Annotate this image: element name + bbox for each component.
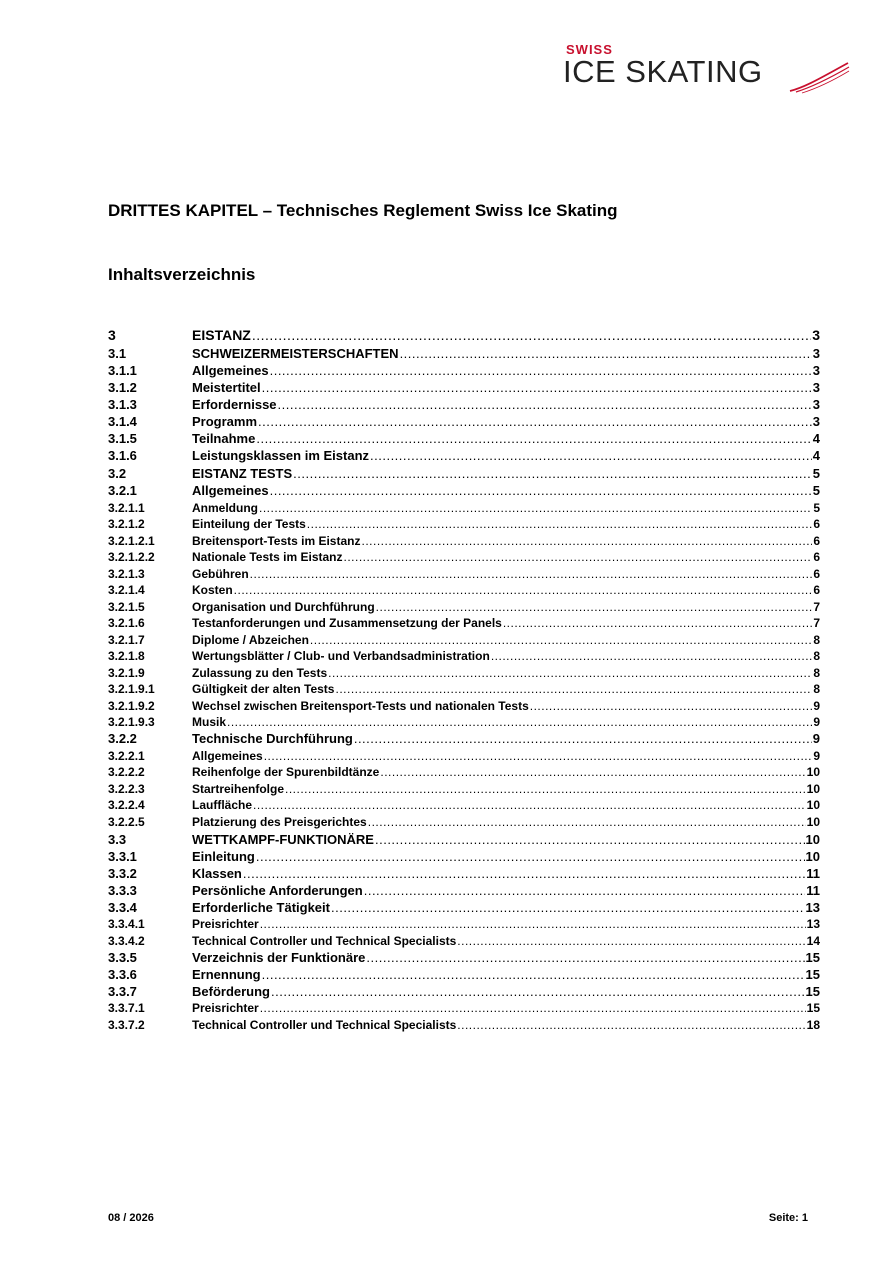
toc-entry-page: 10 <box>806 765 820 779</box>
toc-entry-number: 3.3.7 <box>108 983 137 999</box>
toc-entry-title: EISTANZ TESTS <box>192 466 293 481</box>
toc-entry-page: 18 <box>806 1017 820 1032</box>
toc-entry-page: 3 <box>812 380 820 395</box>
swiss-ice-skating-logo <box>560 40 860 110</box>
toc-dot-leader <box>380 765 805 779</box>
toc-entry-page: 15 <box>806 1001 820 1015</box>
toc-entry-title: Lauffläche <box>192 798 253 812</box>
toc-entry-title: Preisrichter <box>192 1001 259 1015</box>
toc-entry[interactable] <box>108 412 820 429</box>
toc-dot-leader <box>307 517 813 531</box>
toc-dot-leader <box>256 431 811 446</box>
toc-entry-page: 6 <box>813 517 820 531</box>
toc-entry[interactable] <box>108 663 820 680</box>
toc-entry-page: 3 <box>812 414 820 429</box>
toc-entry-number: 3.2.1.9.1 <box>108 682 155 696</box>
toc-entry-number: 3.3.2 <box>108 865 137 881</box>
toc-entry-title: Meistertitel <box>192 380 261 395</box>
toc-entry-page: 9 <box>813 698 820 713</box>
toc-dot-leader <box>227 715 812 729</box>
toc-dot-leader <box>491 649 813 663</box>
toc-entry[interactable] <box>108 763 820 780</box>
toc-entry-number: 3.2.2 <box>108 731 137 746</box>
toc-entry[interactable] <box>108 829 820 847</box>
toc-entry-title: Startreihenfolge <box>192 781 285 796</box>
toc-entry-page: 7 <box>813 599 820 614</box>
toc-dot-leader <box>457 934 805 948</box>
toc-entry[interactable] <box>108 548 820 565</box>
toc-entry-number: 3.1.5 <box>108 431 137 446</box>
toc-entry[interactable] <box>108 881 820 898</box>
toc-entry-number: 3.2.2.3 <box>108 781 145 796</box>
toc-entry-number: 3.2.2.1 <box>108 748 145 763</box>
toc-entry-page: 13 <box>805 899 820 915</box>
toc-entry-title: Allgemeines <box>192 363 269 378</box>
toc-dot-leader <box>252 327 811 343</box>
toc-entry-title: WETTKAMPF-FUNKTIONÄRE <box>192 831 374 847</box>
toc-entry[interactable] <box>108 847 820 864</box>
toc-entry-page: 10 <box>805 848 820 864</box>
toc-dot-leader <box>364 883 806 898</box>
toc-entry[interactable] <box>108 898 820 915</box>
toc-entry-page: 3 <box>812 346 820 361</box>
toc-entry-page: 6 <box>813 566 820 581</box>
toc-entry[interactable] <box>108 647 820 664</box>
toc-entry-page: 7 <box>813 616 820 630</box>
toc-entry-page: 5 <box>812 466 820 481</box>
toc-dot-leader <box>310 633 812 647</box>
toc-entry-page: 8 <box>813 632 820 647</box>
toc-heading: Inhaltsverzeichnis <box>108 265 256 284</box>
toc-entry[interactable] <box>108 581 820 598</box>
toc-entry[interactable] <box>108 361 820 378</box>
toc-entry-page: 6 <box>813 533 820 548</box>
toc-entry-title: Verzeichnis der Funktionäre <box>192 949 366 965</box>
toc-entry-page: 4 <box>812 431 820 446</box>
toc-entry-number: 3.2.1.6 <box>108 616 145 630</box>
toc-dot-leader <box>366 950 804 965</box>
toc-entry-title: Zulassung zu den Tests <box>192 665 328 680</box>
toc-entry-number: 3.2.2.5 <box>108 814 145 829</box>
toc-entry[interactable] <box>108 729 820 746</box>
toc-entry-title: Einteilung der Tests <box>192 517 306 531</box>
toc-dot-leader <box>250 567 813 581</box>
toc-entry-number: 3.2.1.3 <box>108 566 145 581</box>
toc-entry-title: Testanforderungen und Zusammensetzung der Panels <box>192 616 502 630</box>
toc-entry[interactable] <box>108 696 820 713</box>
toc-entry-title: Allgemeines <box>192 483 269 498</box>
logo-swiss-text: SWISS <box>566 42 613 57</box>
toc-dot-leader <box>503 616 812 630</box>
toc-entry-number: 3.3.5 <box>108 949 137 965</box>
toc-dot-leader <box>368 815 806 829</box>
toc-entry-page: 9 <box>813 715 820 729</box>
toc-entry[interactable] <box>108 378 820 395</box>
toc-entry-number: 3.2.1.9.3 <box>108 715 155 729</box>
toc-entry-title: Diplome / Abzeichen <box>192 632 309 647</box>
logo-ice-skating-text: ICE SKATING <box>563 54 763 89</box>
toc-entry-number: 3.1.2 <box>108 380 137 395</box>
toc-entry-title: Technische Durchführung <box>192 731 353 746</box>
toc-dot-leader <box>457 1018 805 1032</box>
toc-entry-title: Gebühren <box>192 566 249 581</box>
toc-entry-page: 6 <box>813 550 820 564</box>
toc-entry[interactable] <box>108 931 820 948</box>
toc-entry-number: 3.2.1.2 <box>108 517 145 531</box>
toc-entry-title: Nationale Tests im Eistanz <box>192 550 343 564</box>
toc-entry-page: 8 <box>813 682 820 696</box>
toc-entry-number: 3.2.1.4 <box>108 583 145 597</box>
toc-dot-leader <box>370 448 812 463</box>
toc-entry[interactable] <box>108 531 820 548</box>
toc-entry[interactable] <box>108 498 820 515</box>
toc-entry-title: Wertungsblätter / Club- und Verbandsadministration <box>192 649 490 663</box>
toc-dot-leader <box>335 682 812 696</box>
toc-entry-title: Platzierung des Preisgerichtes <box>192 814 367 829</box>
toc-entry-page: 5 <box>813 500 820 515</box>
toc-entry-page: 10 <box>806 814 820 829</box>
toc-dot-leader <box>260 1001 806 1015</box>
toc-entry-title: SCHWEIZERMEISTERSCHAFTEN <box>192 346 399 361</box>
toc-entry[interactable] <box>108 463 820 481</box>
toc-dot-leader <box>354 731 812 746</box>
toc-dot-leader <box>270 363 812 378</box>
toc-entry[interactable] <box>108 713 820 730</box>
toc-entry-number: 3.3.6 <box>108 966 137 982</box>
toc-entry-number: 3.2.1.2.2 <box>108 550 155 564</box>
toc-entry[interactable] <box>108 948 820 965</box>
toc-entry-title: Breitensport-Tests im Eistanz <box>192 533 361 548</box>
toc-dot-leader <box>293 466 812 481</box>
toc-entry-number: 3.1.3 <box>108 397 137 412</box>
toc-entry-page: 8 <box>813 665 820 680</box>
toc-entry-title: Reihenfolge der Spurenbildtänze <box>192 765 380 779</box>
toc-entry-number: 3.1.6 <box>108 448 137 463</box>
toc-entry-title: Teilnahme <box>192 431 256 446</box>
toc-entry-number: 3.3.3 <box>108 882 137 898</box>
toc-entry-number: 3.3.7.1 <box>108 1001 145 1015</box>
toc-entry-title: Klassen <box>192 865 242 881</box>
toc-entry[interactable] <box>108 614 820 631</box>
toc-entry-number: 3.1.4 <box>108 414 137 429</box>
toc-entry-page: 13 <box>806 917 820 931</box>
toc-entry[interactable] <box>108 481 820 498</box>
toc-entry-title: Einleitung <box>192 848 255 864</box>
toc-entry-title: Kosten <box>192 583 233 597</box>
toc-entry-number: 3.2.1.9 <box>108 665 145 680</box>
toc-entry[interactable] <box>108 324 820 343</box>
toc-entry-page: 3 <box>812 327 820 343</box>
skate-swoosh-icon <box>788 60 850 94</box>
toc-entry-title: Persönliche Anforderungen <box>192 882 363 898</box>
toc-entry-title: Preisrichter <box>192 917 259 931</box>
toc-entry-number: 3.2.2.2 <box>108 765 145 779</box>
toc-dot-leader <box>264 749 813 763</box>
toc-entry[interactable] <box>108 680 820 697</box>
toc-dot-leader <box>344 550 813 564</box>
toc-entry-number: 3.2.1.2.1 <box>108 533 155 548</box>
toc-entry-page: 9 <box>812 731 820 746</box>
toc-entry-number: 3.2.1.5 <box>108 599 145 614</box>
toc-entry-page: 15 <box>805 966 820 982</box>
toc-entry-page: 3 <box>812 363 820 378</box>
toc-entry-title: Allgemeines <box>192 748 263 763</box>
toc-entry-page: 6 <box>813 583 820 597</box>
toc-entry[interactable] <box>108 564 820 581</box>
toc-dot-leader <box>278 397 812 412</box>
toc-entry-title: Beförderung <box>192 983 270 999</box>
toc-dot-leader <box>270 483 812 498</box>
toc-dot-leader <box>285 782 806 796</box>
toc-entry-title: EISTANZ <box>192 327 251 343</box>
toc-entry-number: 3.2.1 <box>108 483 137 498</box>
toc-dot-leader <box>262 380 812 395</box>
toc-entry[interactable] <box>108 779 820 796</box>
toc-entry[interactable] <box>108 446 820 463</box>
toc-entry[interactable] <box>108 965 820 982</box>
toc-dot-leader <box>331 900 805 915</box>
toc-entry-title: Organisation und Durchführung <box>192 599 375 614</box>
toc-entry-title: Musik <box>192 715 227 729</box>
toc-dot-leader <box>262 967 805 982</box>
toc-entry-title: Erfordernisse <box>192 397 277 412</box>
toc-dot-leader <box>361 534 812 548</box>
toc-entry-page: 11 <box>806 865 820 881</box>
toc-entry[interactable] <box>108 915 820 932</box>
toc-entry-page: 3 <box>812 397 820 412</box>
toc-entry-number: 3.3 <box>108 831 127 847</box>
toc-dot-leader <box>243 866 805 881</box>
toc-entry[interactable] <box>108 597 820 614</box>
toc-entry-page: 10 <box>805 831 820 847</box>
toc-entry-title: Technical Controller und Technical Specialists <box>192 1017 457 1032</box>
footer-page-number: Seite: 1 <box>768 1212 808 1224</box>
toc-entry-title: Erforderliche Tätigkeit <box>192 899 330 915</box>
toc-entry-title: Technical Controller und Technical Specialists <box>192 933 457 948</box>
toc-entry-title: Programm <box>192 414 258 429</box>
toc-entry[interactable] <box>108 630 820 647</box>
toc-entry-number: 3.2 <box>108 466 127 481</box>
toc-entry[interactable] <box>108 864 820 881</box>
toc-dot-leader <box>328 666 812 680</box>
toc-dot-leader <box>259 501 812 515</box>
toc-dot-leader <box>271 984 805 999</box>
toc-entry-number: 3.3.4 <box>108 899 137 915</box>
toc-entry[interactable] <box>108 746 820 763</box>
footer-date: 08 / 2026 <box>108 1212 154 1224</box>
toc-entry-number: 3.3.1 <box>108 848 137 864</box>
toc-entry-number: 3.2.1.8 <box>108 649 145 663</box>
toc-entry-title: Anmeldung <box>192 500 258 515</box>
toc-entry[interactable] <box>108 395 820 412</box>
toc-dot-leader <box>234 583 813 597</box>
toc-dot-leader <box>400 346 812 361</box>
toc-entry-page: 15 <box>805 949 820 965</box>
toc-entry[interactable] <box>108 812 820 829</box>
toc-entry-number: 3 <box>108 327 116 343</box>
toc-dot-leader <box>375 832 805 847</box>
toc-entry-title: Ernennung <box>192 966 261 982</box>
toc-entry-number: 3.1.1 <box>108 363 137 378</box>
toc-entry-title: Leistungsklassen im Eistanz <box>192 448 370 463</box>
toc-entry-page: 9 <box>813 748 820 763</box>
toc-dot-leader <box>253 798 806 812</box>
toc-entry-title: Wechsel zwischen Breitensport-Tests und nationalen Tests <box>192 698 529 713</box>
toc-entry[interactable] <box>108 999 820 1016</box>
toc-entry-title: Gültigkeit der alten Tests <box>192 682 335 696</box>
toc-entry-page: 11 <box>806 882 820 898</box>
toc-entry-page: 10 <box>806 781 820 796</box>
toc-entry[interactable] <box>108 343 820 361</box>
toc-dot-leader <box>530 699 813 713</box>
toc-dot-leader <box>260 917 806 931</box>
toc-entry[interactable] <box>108 982 820 999</box>
toc-entry-page: 15 <box>805 983 820 999</box>
toc-entry-number: 3.3.4.2 <box>108 933 145 948</box>
document-title: DRITTES KAPITEL – Technisches Reglement Swiss Ice Skating <box>108 201 618 220</box>
toc-entry-page: 5 <box>812 483 820 498</box>
toc-dot-leader <box>256 849 805 864</box>
toc-dot-leader <box>258 414 812 429</box>
toc-entry-number: 3.2.2.4 <box>108 798 145 812</box>
toc-entry-number: 3.2.1.1 <box>108 500 145 515</box>
toc-entry-number: 3.3.4.1 <box>108 917 145 931</box>
toc-entry[interactable] <box>108 515 820 532</box>
toc-entry-page: 8 <box>813 649 820 663</box>
toc-entry[interactable] <box>108 796 820 813</box>
toc-entry-page: 10 <box>806 798 820 812</box>
toc-entry[interactable] <box>108 1015 820 1032</box>
table-of-contents <box>108 324 820 1032</box>
toc-entry-number: 3.2.1.9.2 <box>108 698 155 713</box>
toc-entry[interactable] <box>108 429 820 446</box>
toc-entry-number: 3.3.7.2 <box>108 1017 145 1032</box>
toc-entry-number: 3.1 <box>108 346 127 361</box>
toc-entry-page: 14 <box>806 933 820 948</box>
toc-dot-leader <box>376 600 813 614</box>
toc-entry-number: 3.2.1.7 <box>108 632 145 647</box>
toc-entry-page: 4 <box>812 448 820 463</box>
